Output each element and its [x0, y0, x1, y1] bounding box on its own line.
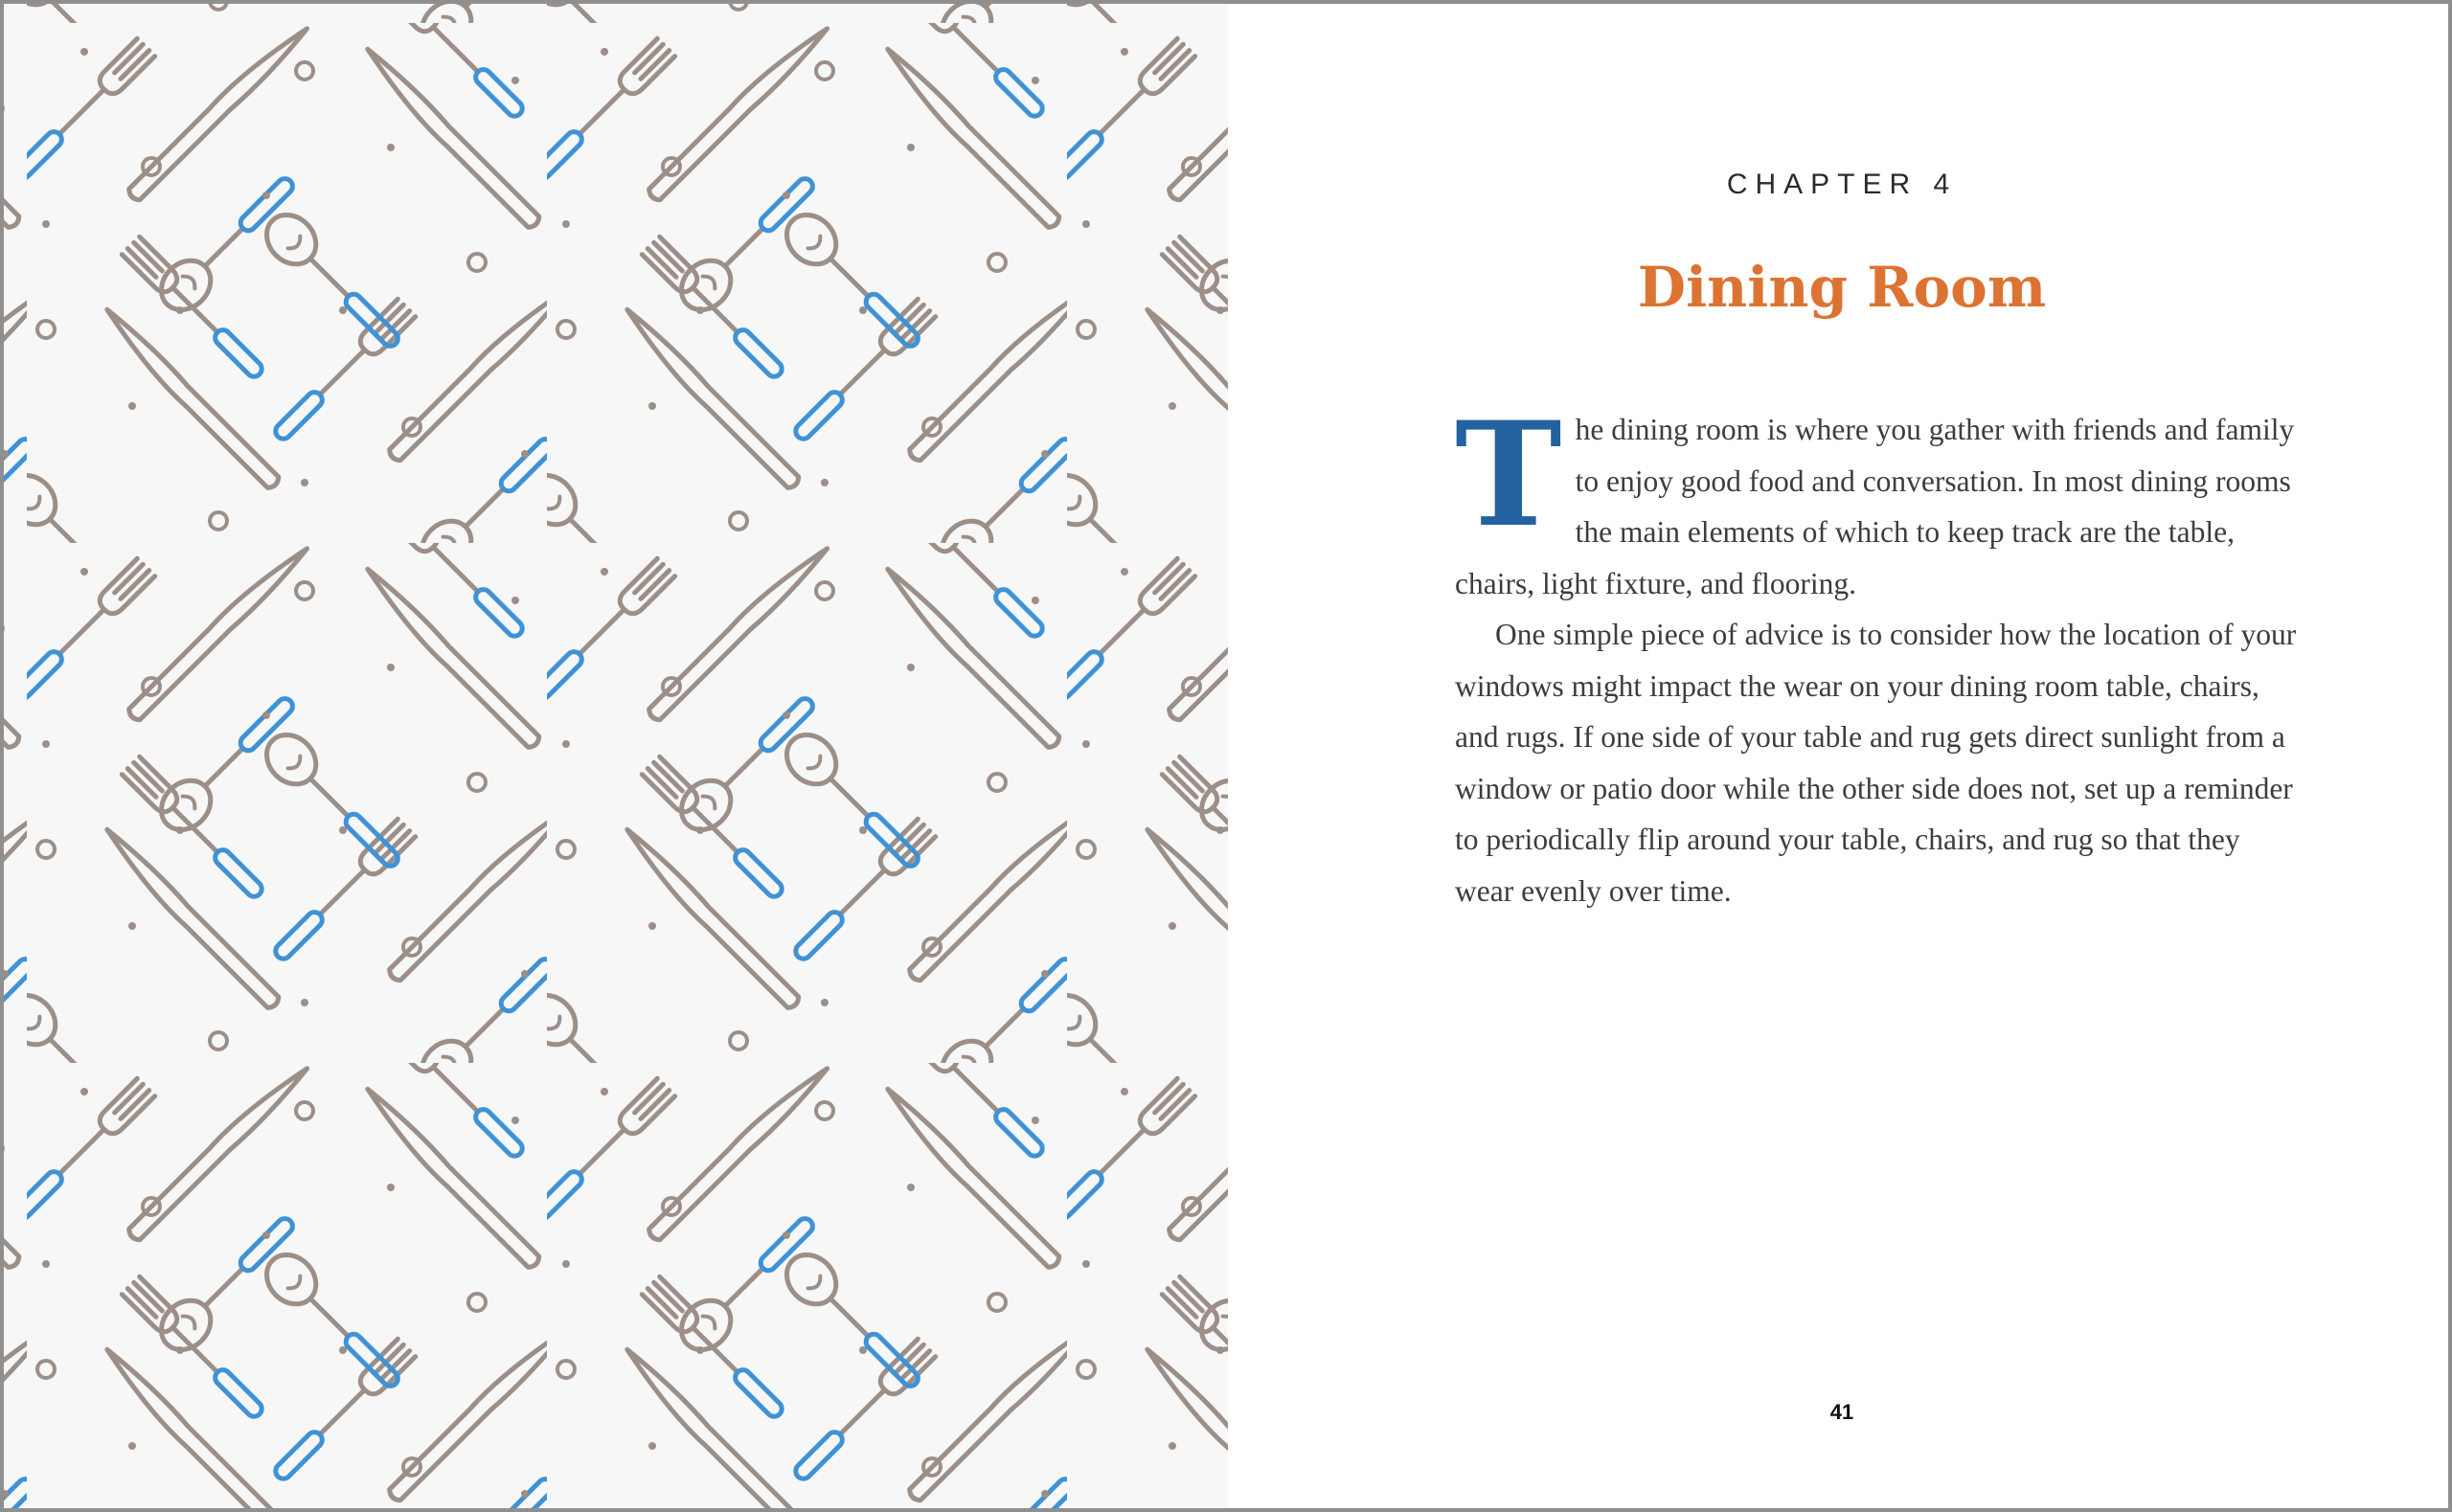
paragraph-2: One simple piece of advice is to consider how the location of your windows might impact the wear on your dining room table, chairs, and rugs. If one side of your table and rug gets direct sunlight from a window or patio door while the other side does not, set up a reminder to periodically flip around your table, chairs, and rug so that they wear evenly over time. — [1455, 618, 2297, 908]
cutlery-pattern — [4, 4, 1228, 1512]
chapter-label: CHAPTER 4 — [1726, 169, 1958, 200]
chapter-title: Dining Room — [1637, 255, 2047, 320]
paragraph-1 — [1455, 391, 2298, 609]
page-number: 41 — [1829, 1400, 1854, 1424]
pattern-page — [4, 4, 1228, 1512]
drop-cap: T — [1455, 391, 1562, 559]
paragraph-1-text: he dining room is where you gather with friends and family to enjoy good food and conversation. In most dining rooms the main elements of which to keep track are the table, chairs, light fixture, and flooring. — [1455, 413, 2295, 600]
text-page — [1228, 4, 2452, 1512]
body-text — [1455, 391, 2298, 916]
